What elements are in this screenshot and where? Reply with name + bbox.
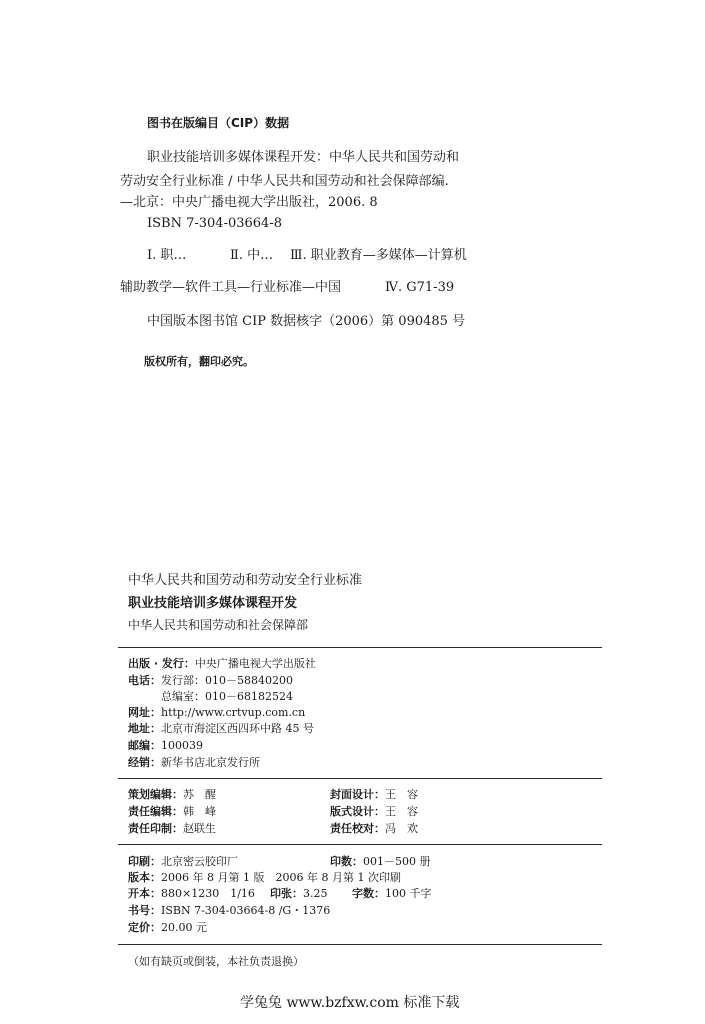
printer-value: 北京密云胶印厂	[161, 855, 238, 868]
phone-editorial: 总编室：010－68182524	[161, 690, 293, 703]
cip-isbn: ISBN 7-304-03664-8	[147, 216, 282, 231]
price-value: 20.00 元	[161, 921, 207, 934]
return-notice: （如有缺页或倒装，本社负责退换）	[128, 955, 304, 968]
cover-design-row	[330, 789, 418, 800]
editor-label: 责任编辑：	[128, 805, 183, 818]
book-author: 中华人民共和国劳动和社会保障部	[128, 618, 309, 632]
phone-row	[128, 675, 293, 686]
isbn-row	[128, 905, 330, 916]
cover-design-label: 封面设计：	[330, 788, 385, 801]
zip-label: 邮编：	[128, 739, 161, 752]
cip-heading: 图书在版编目（CIP）数据	[147, 116, 290, 130]
publisher-label: 出版 · 发行：	[128, 657, 195, 670]
website-label: 网址：	[128, 706, 161, 719]
book-series: 中华人民共和国劳动和劳动安全行业标准	[128, 573, 363, 588]
word-count-label: 字数：	[352, 887, 385, 900]
format-value: 880×1230 1/16	[161, 887, 255, 900]
cip-class-2: Ⅱ. 中…	[230, 248, 274, 263]
zip-row	[128, 740, 203, 751]
cip-class-3-cont: 辅助教学—软件工具—行业标准—中国	[120, 280, 342, 295]
edition-label: 版本：	[128, 871, 161, 884]
rule-2	[118, 778, 602, 779]
cip-class-1: Ⅰ. 职…	[147, 248, 187, 263]
cip-class-3: Ⅲ. 职业教育—多媒体—计算机	[290, 248, 467, 263]
book-title: 职业技能培训多媒体课程开发	[128, 596, 298, 611]
print-count-label: 印数：	[330, 855, 363, 868]
print-manager-row	[128, 823, 216, 834]
edition-row	[128, 872, 401, 883]
layout-design-label: 版式设计：	[330, 805, 385, 818]
sheets-row	[270, 888, 328, 899]
print-manager-label: 责任印制：	[128, 822, 183, 835]
zip-value: 100039	[161, 739, 203, 752]
publisher-value: 中央广播电视大学出版社	[194, 657, 316, 670]
layout-design-row	[330, 806, 418, 817]
printer-label: 印刷：	[128, 855, 161, 868]
website-value: http://www.crtvup.com.cn	[161, 706, 306, 719]
layout-design-value: 王 容	[385, 805, 418, 818]
cip-data-number: 中国版本图书馆 CIP 数据核字（2006）第 090485 号	[147, 314, 466, 329]
planner-row	[128, 789, 216, 800]
distributor-value: 新华书店北京发行所	[161, 756, 260, 769]
cover-design-value: 王 容	[385, 788, 418, 801]
watermark: 学兔兔 www.bzfxw.com 标准下载	[240, 995, 460, 1011]
website-row	[128, 707, 305, 718]
distributor-row	[128, 757, 260, 768]
edition-value: 2006 年 8 月第 1 版 2006 年 8 月第 1 次印刷	[161, 871, 401, 884]
proofreader-value: 冯 欢	[385, 822, 418, 835]
copyright-notice: 版权所有，翻印必究。	[144, 355, 254, 368]
print-manager-value: 赵联生	[183, 822, 216, 835]
editor-value: 韩 峰	[183, 805, 216, 818]
rule-4	[118, 944, 602, 945]
editor-row	[128, 806, 216, 817]
rule-3	[118, 844, 602, 845]
phone-distribution: 发行部：010－58840200	[161, 674, 293, 687]
isbn-value: ISBN 7-304-03664-8 /G・1376	[161, 904, 331, 917]
phone-label: 电话：	[128, 674, 161, 687]
address-label: 地址：	[128, 722, 161, 735]
sheets-label: 印张：	[270, 887, 303, 900]
address-row	[128, 723, 314, 734]
planner-label: 策划编辑：	[128, 788, 183, 801]
print-count-row	[330, 856, 431, 867]
proofreader-label: 责任校对：	[330, 822, 385, 835]
sheets-value: 3.25	[303, 887, 328, 900]
price-label: 定价：	[128, 921, 161, 934]
rule-1	[118, 647, 602, 648]
word-count-row	[352, 888, 432, 899]
address-value: 北京市海淀区西四环中路 45 号	[161, 722, 314, 735]
cip-line-3: —北京：中央广播电视大学出版社，2006. 8	[120, 195, 378, 210]
distributor-label: 经销：	[128, 756, 161, 769]
print-count-value: 001－500 册	[363, 855, 431, 868]
publisher-row	[128, 658, 316, 669]
format-label: 开本：	[128, 887, 161, 900]
planner-value: 苏 醒	[183, 788, 216, 801]
price-row	[128, 922, 207, 933]
printer-row	[128, 856, 238, 867]
proofreader-row	[330, 823, 418, 834]
cip-line-1: 职业技能培训多媒体课程开发：中华人民共和国劳动和	[147, 150, 460, 165]
format-row	[128, 888, 255, 899]
cip-class-4: Ⅳ. G71-39	[385, 280, 455, 295]
cip-line-2: 劳动安全行业标准 / 中华人民共和国劳动和社会保障部编.	[120, 174, 449, 189]
word-count-value: 100 千字	[385, 887, 432, 900]
isbn-label: 书号：	[128, 904, 161, 917]
